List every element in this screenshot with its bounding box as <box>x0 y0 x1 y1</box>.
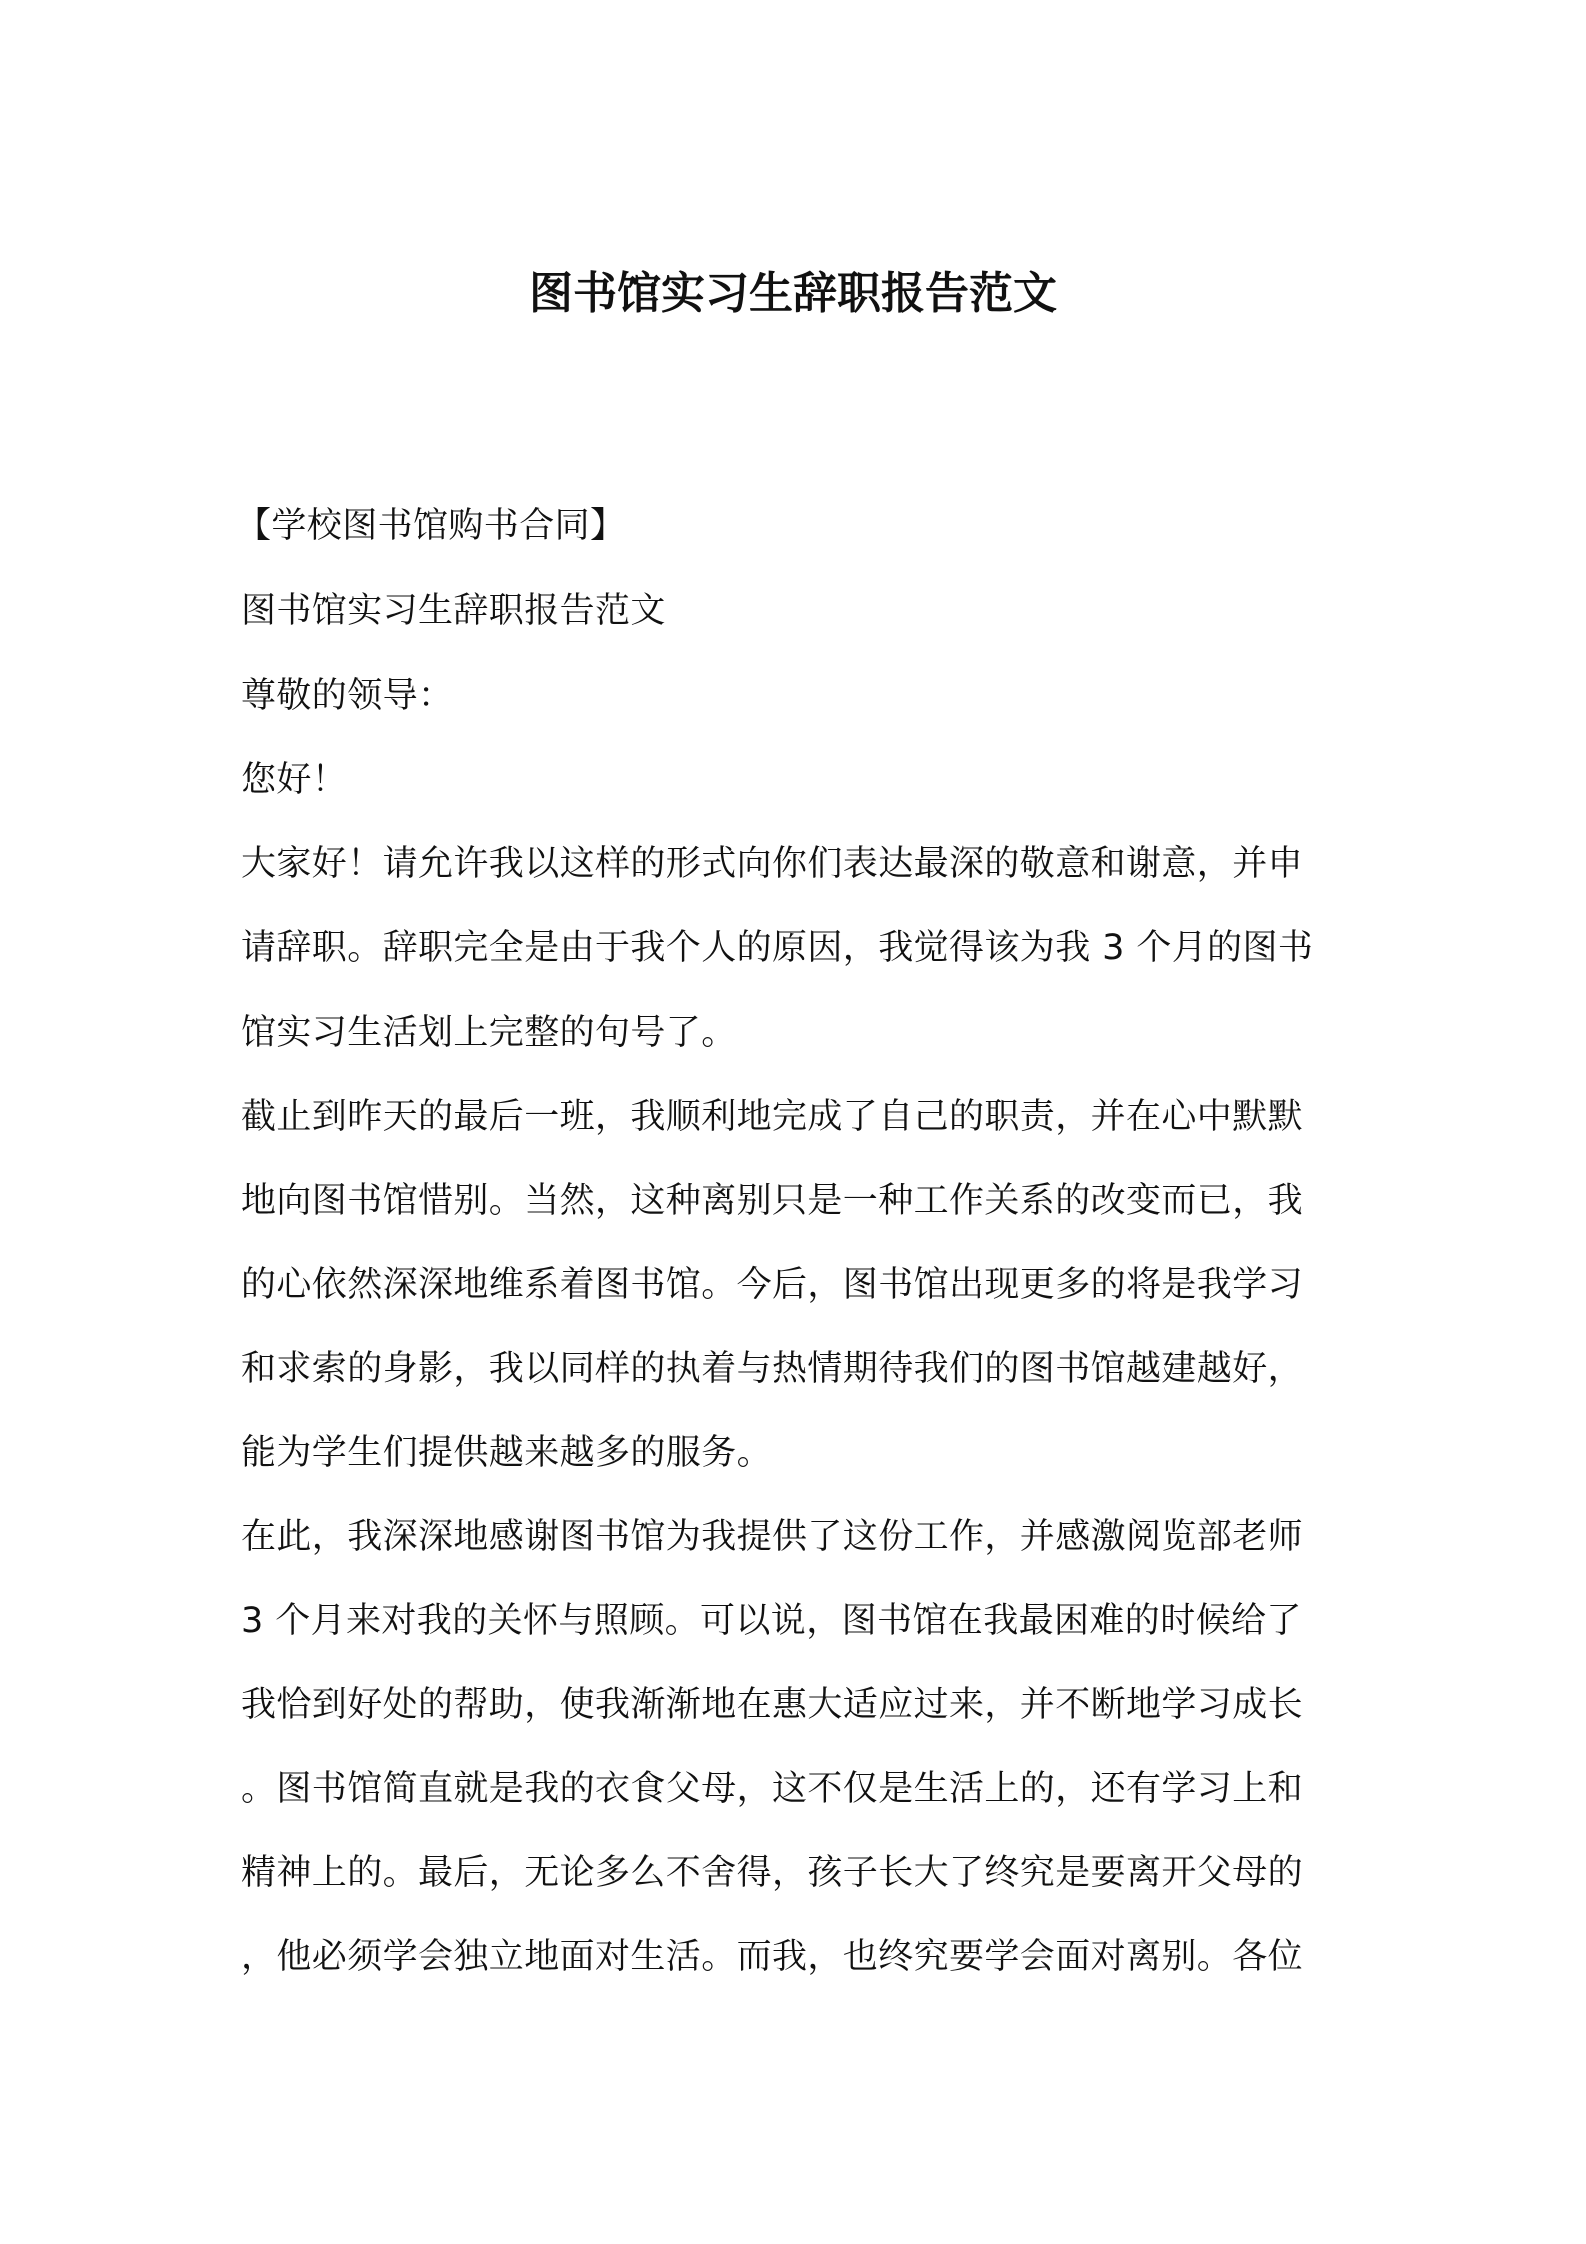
text-line: 和求索的身影，我以同样的执着与热情期待我们的图书馆越建越好， <box>241 1349 1304 1389</box>
text-line: 您好！ <box>241 760 348 800</box>
text-line: 精神上的。最后，无论多么不舍得，孩子长大了终究是要离开父母的 <box>241 1853 1304 1893</box>
text-line: 3 个月来对我的关怀与照顾。可以说，图书馆在我最困难的时候给了 <box>241 1601 1302 1641</box>
text-line: 尊敬的领导： <box>241 676 454 716</box>
text-line: 请辞职。辞职完全是由于我个人的原因，我觉得该为我 3 个月的图书 <box>241 928 1314 968</box>
text-line: 图书馆实习生辞职报告范文 <box>241 591 666 631</box>
text-line: 【学校图书馆购书合同】 <box>236 506 626 546</box>
document-title: 图书馆实习生辞职报告范文 <box>529 268 1057 319</box>
text-line: 大家好！请允许我以这样的形式向你们表达最深的敬意和谢意，并申 <box>241 844 1304 884</box>
text-line: 地向图书馆惜别。当然，这种离别只是一种工作关系的改变而已，我 <box>241 1181 1304 1221</box>
text-line: 能为学生们提供越来越多的服务。 <box>241 1433 773 1473</box>
text-line: 。图书馆简直就是我的衣食父母，这不仅是生活上的，还有学习上和 <box>241 1769 1304 1809</box>
text-line: 的心依然深深地维系着图书馆。今后，图书馆出现更多的将是我学习 <box>241 1265 1304 1305</box>
text-line: 我恰到好处的帮助，使我渐渐地在惠大适应过来，并不断地学习成长 <box>241 1685 1304 1725</box>
text-line: 在此，我深深地感谢图书馆为我提供了这份工作，并感激阅览部老师 <box>241 1517 1304 1557</box>
text-line: ，他必须学会独立地面对生活。而我，也终究要学会面对离别。各位 <box>241 1937 1304 1977</box>
text-line: 馆实习生活划上完整的句号了。 <box>241 1013 737 1053</box>
text-line: 截止到昨天的最后一班，我顺利地完成了自己的职责，并在心中默默 <box>241 1097 1304 1137</box>
